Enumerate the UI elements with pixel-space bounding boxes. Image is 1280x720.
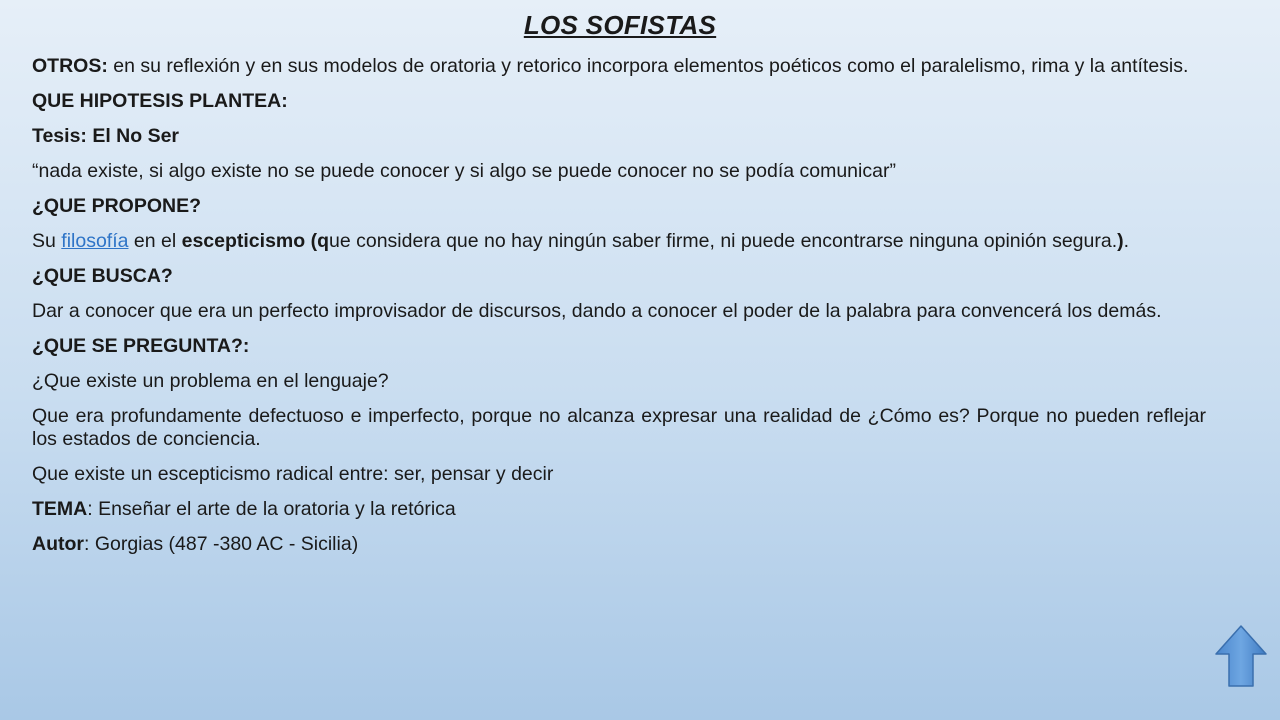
pregunta-paragraph: Que era profundamente defectuoso e imperfecto, porque no alcanza expresar una realidad de ¿Cómo es? Porque no pueden reflejar los estados de conciencia.: [32, 405, 1206, 450]
autor-text: : Gorgias (487 -380 AC - Sicilia): [84, 533, 359, 555]
filosofia-link[interactable]: filosofía: [61, 230, 129, 252]
autor-paragraph: [32, 533, 1206, 556]
autor-label: Autor: [32, 533, 84, 555]
page-title: LOS SOFISTAS: [523, 10, 717, 40]
tema-label: TEMA: [32, 498, 88, 520]
otros-label: OTROS:: [32, 55, 108, 77]
propone-bold-term: escepticismo (q: [181, 230, 329, 252]
escepticismo-paragraph: Que existe un escepticismo radical entre: ser, pensar y decir: [32, 463, 554, 485]
pregunta-heading: ¿QUE SE PREGUNTA?:: [32, 335, 250, 357]
propone-prefix: Su: [32, 230, 62, 252]
tema-text: : Enseñar el arte de la oratoria y la retórica: [87, 498, 456, 520]
propone-end: .: [1123, 230, 1130, 252]
tesis-quote: “nada existe, si algo existe no se puede conocer y si algo se puede conocer no se podía comunicar”: [32, 160, 896, 182]
propone-bold-close: ): [1117, 230, 1124, 252]
slide-content: [32, 55, 1206, 568]
hipotesis-heading: QUE HIPOTESIS PLANTEA:: [32, 90, 288, 112]
otros-paragraph: [32, 55, 1206, 78]
tesis-heading: Tesis: El No Ser: [32, 125, 180, 147]
otros-text: en su reflexión y en sus modelos de oratoria y retorico incorpora elementos poéticos como el paralelismo, rima y la antítesis.: [107, 55, 1189, 77]
tema-paragraph: [32, 498, 1206, 521]
pregunta-question: ¿Que existe un problema en el lenguaje?: [32, 370, 389, 392]
propone-heading: ¿QUE PROPONE?: [32, 195, 202, 217]
up-arrow-icon: [1214, 624, 1268, 688]
propone-text: ue considera que no hay ningún saber firme, ni puede encontrarse ninguna opinión segura.: [329, 230, 1118, 252]
busca-paragraph: Dar a conocer que era un perfecto improvisador de discursos, dando a conocer el poder de la palabra para convencerá los demás.: [32, 300, 1162, 322]
propone-paragraph: [32, 230, 1206, 253]
propone-middle: en el: [128, 230, 182, 252]
busca-heading: ¿QUE BUSCA?: [32, 265, 173, 287]
up-arrow-button[interactable]: [1214, 624, 1268, 688]
